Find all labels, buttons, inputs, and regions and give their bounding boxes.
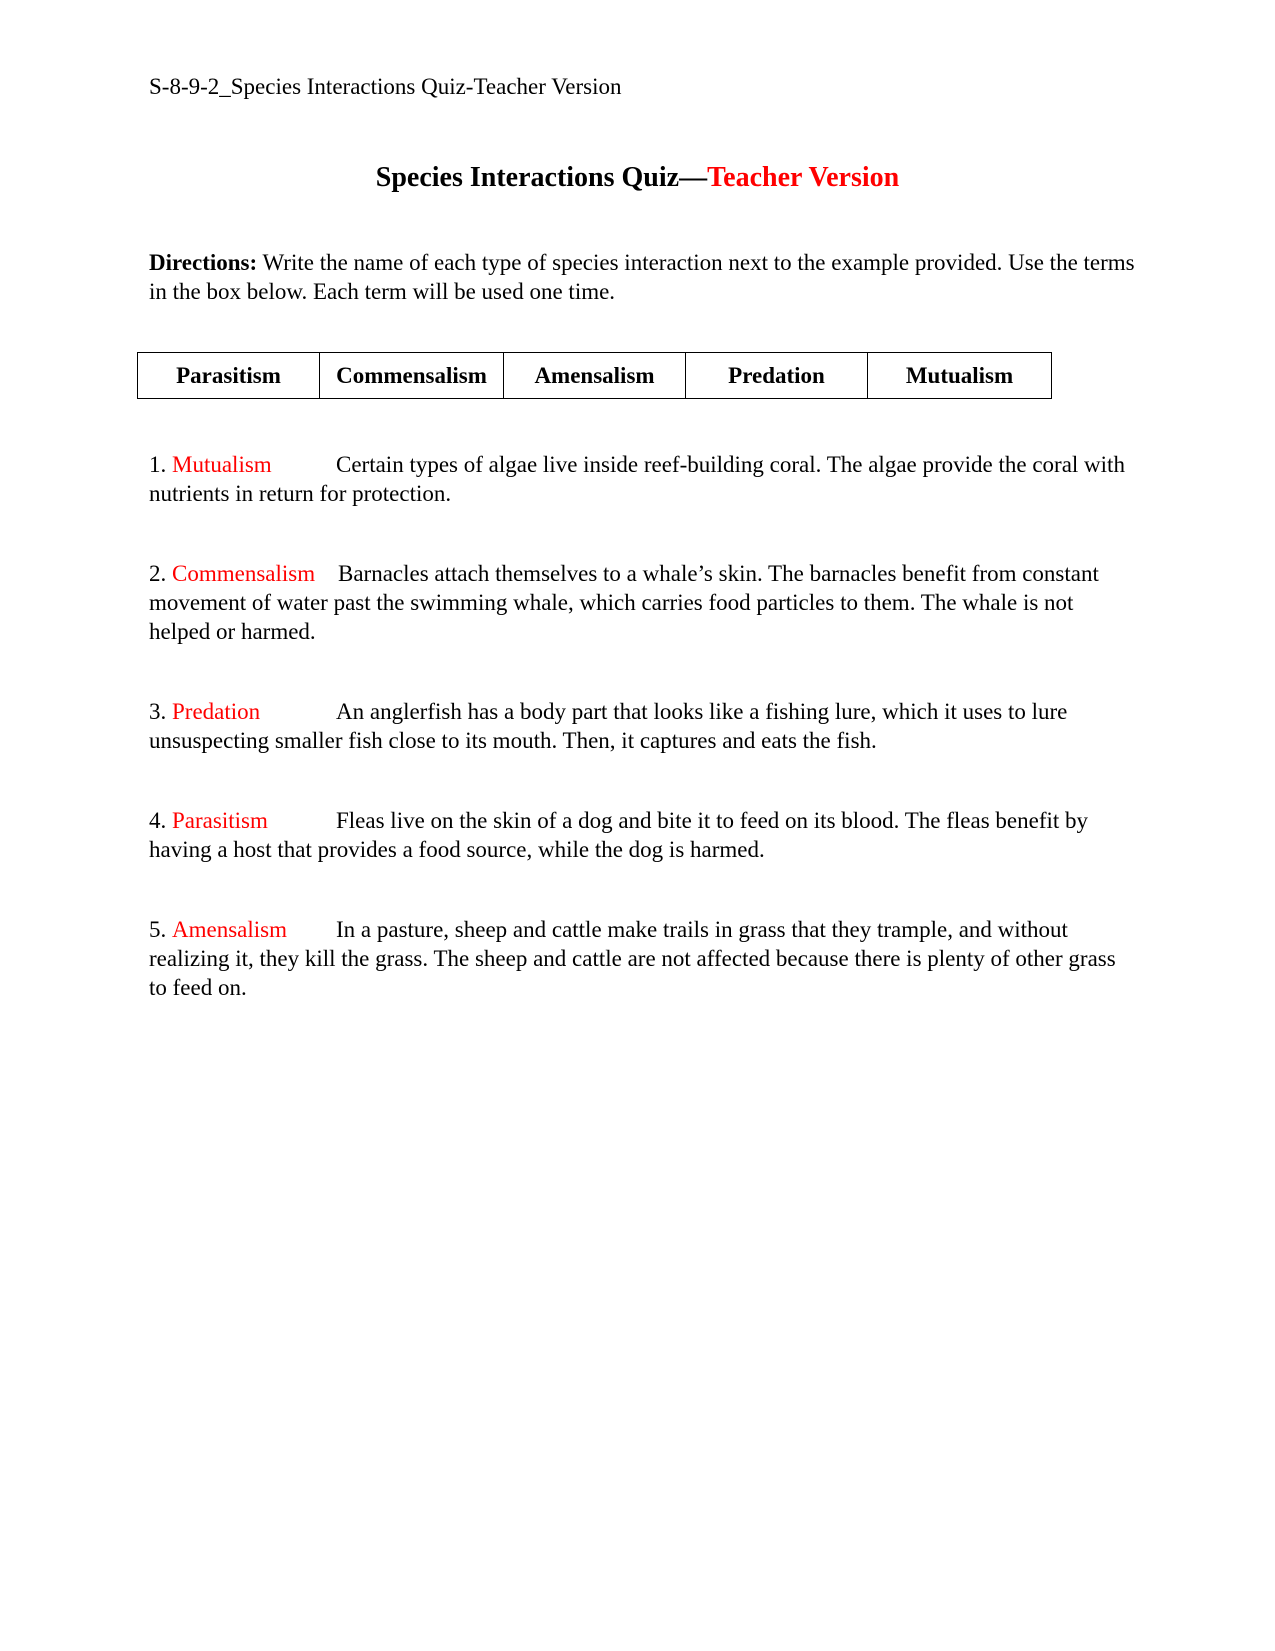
directions-label: Directions:	[149, 250, 258, 275]
term-mutualism: Mutualism	[868, 353, 1052, 399]
title-accent: Teacher Version	[707, 162, 900, 193]
terms-row	[138, 353, 1052, 399]
question-number: 1.	[149, 452, 172, 477]
question-text: An anglerfish has a body part that looks like a fishing lure, which it uses to lure unsuspecting smaller fish close to its mouth. Then, it captures and eats the fish.	[149, 699, 1068, 753]
question-number: 5.	[149, 917, 172, 942]
question-answer: Amensalism	[172, 917, 287, 942]
question-answer: Parasitism	[172, 808, 268, 833]
question-text: In a pasture, sheep and cattle make trails in grass that they trample, and without realizing it, they kill the grass. The sheep and cattle are not affected because there is plenty of other grass to feed on.	[149, 917, 1116, 1000]
question-number: 4.	[149, 808, 172, 833]
question-5	[149, 915, 1139, 1002]
page-title	[0, 160, 1275, 196]
question-text: Barnacles attach themselves to a whale’s skin. The barnacles benefit from constant movement of water past the swimming whale, which carries food particles to them. The whale is not helped or harmed.	[149, 561, 1099, 644]
question-answer: Commensalism	[172, 561, 316, 586]
question-number: 2.	[149, 561, 172, 586]
question-2	[149, 559, 1139, 646]
question-text: Fleas live on the skin of a dog and bite it to feed on its blood. The fleas benefit by having a host that provides a food source, while the dog is harmed.	[149, 808, 1089, 862]
question-number: 3.	[149, 699, 172, 724]
question-answer: Predation	[172, 699, 261, 724]
question-4	[149, 806, 1139, 864]
title-main: Species Interactions Quiz—	[375, 162, 708, 193]
term-commensalism: Commensalism	[320, 353, 504, 399]
term-amensalism: Amensalism	[504, 353, 686, 399]
document-header: S-8-9-2_Species Interactions Quiz-Teacher Version	[149, 74, 622, 99]
term-predation: Predation	[686, 353, 868, 399]
directions-text: Write the name of each type of species interaction next to the example provided. Use the terms in the box below. Each term will be used one time.	[149, 250, 1135, 304]
question-1	[149, 450, 1139, 508]
term-parasitism: Parasitism	[138, 353, 320, 399]
directions	[149, 248, 1139, 306]
question-answer: Mutualism	[172, 452, 272, 477]
terms-box	[137, 352, 1052, 399]
question-text: Certain types of algae live inside reef-building coral. The algae provide the coral with nutrients in return for protection.	[149, 452, 1125, 506]
question-3	[149, 697, 1139, 755]
